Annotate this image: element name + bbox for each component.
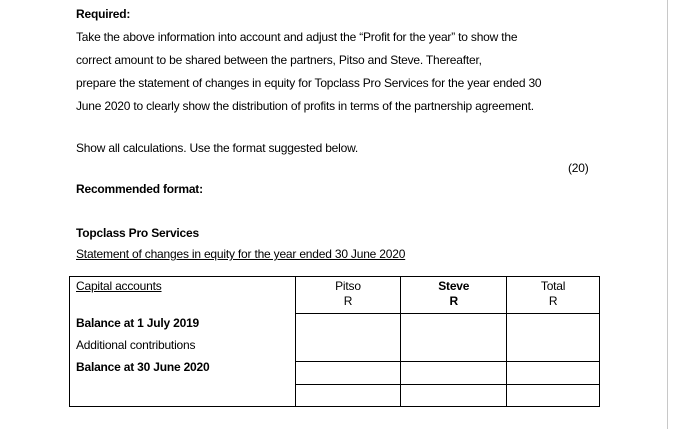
- required-line-1: Take the above information into account and adjust the “Profit for the year” to show the: [76, 30, 518, 44]
- marks: (20): [568, 161, 589, 175]
- instruction-text: Show all calculations. Use the format suggested below.: [76, 141, 359, 155]
- required-line-2: correct amount to be shared between the partners, Pitso and Steve. Thereafter,: [76, 53, 482, 67]
- required-line-3: prepare the statement of changes in equity for Topclass Pro Services for the year ended 30: [76, 76, 542, 90]
- cell-steve-extra[interactable]: [401, 385, 507, 407]
- cell-pitso-extra[interactable]: [295, 385, 401, 407]
- capital-accounts-heading: Capital accounts: [76, 279, 162, 293]
- row-label-opening-balance: Balance at 1 July 2019: [76, 316, 200, 330]
- cell-total-movements[interactable]: [507, 314, 600, 362]
- column-name: Steve: [438, 279, 470, 293]
- company-name: Topclass Pro Services: [76, 226, 199, 240]
- cell-total-closing[interactable]: [507, 362, 600, 385]
- cell-total-extra[interactable]: [507, 385, 600, 407]
- cell-steve-movements[interactable]: [401, 314, 507, 362]
- statement-title: Statement of changes in equity for the year ended 30 June 2020: [76, 247, 406, 261]
- cell-pitso-closing[interactable]: [295, 362, 401, 385]
- recommended-format-heading: Recommended format:: [76, 182, 203, 196]
- column-unit: R: [449, 294, 458, 308]
- row-labels-cell: [70, 277, 296, 407]
- required-heading: Required:: [76, 7, 131, 21]
- cell-steve-closing[interactable]: [401, 362, 507, 385]
- column-name: Pitso: [335, 279, 361, 293]
- column-name: Total: [540, 279, 566, 293]
- header-total: [507, 277, 600, 314]
- required-line-4: June 2020 to clearly show the distribution of profits in terms of the partnership agreement.: [76, 99, 534, 113]
- page-edge: [667, 0, 668, 429]
- column-unit: R: [343, 294, 353, 308]
- cell-pitso-movements[interactable]: [295, 314, 401, 362]
- header-pitso: [295, 277, 401, 314]
- column-unit: R: [548, 294, 558, 308]
- capital-accounts-table: [69, 276, 600, 407]
- header-steve: [401, 277, 507, 314]
- row-label-additional-contributions: Additional contributions: [76, 338, 196, 352]
- row-label-closing-balance: Balance at 30 June 2020: [76, 360, 210, 374]
